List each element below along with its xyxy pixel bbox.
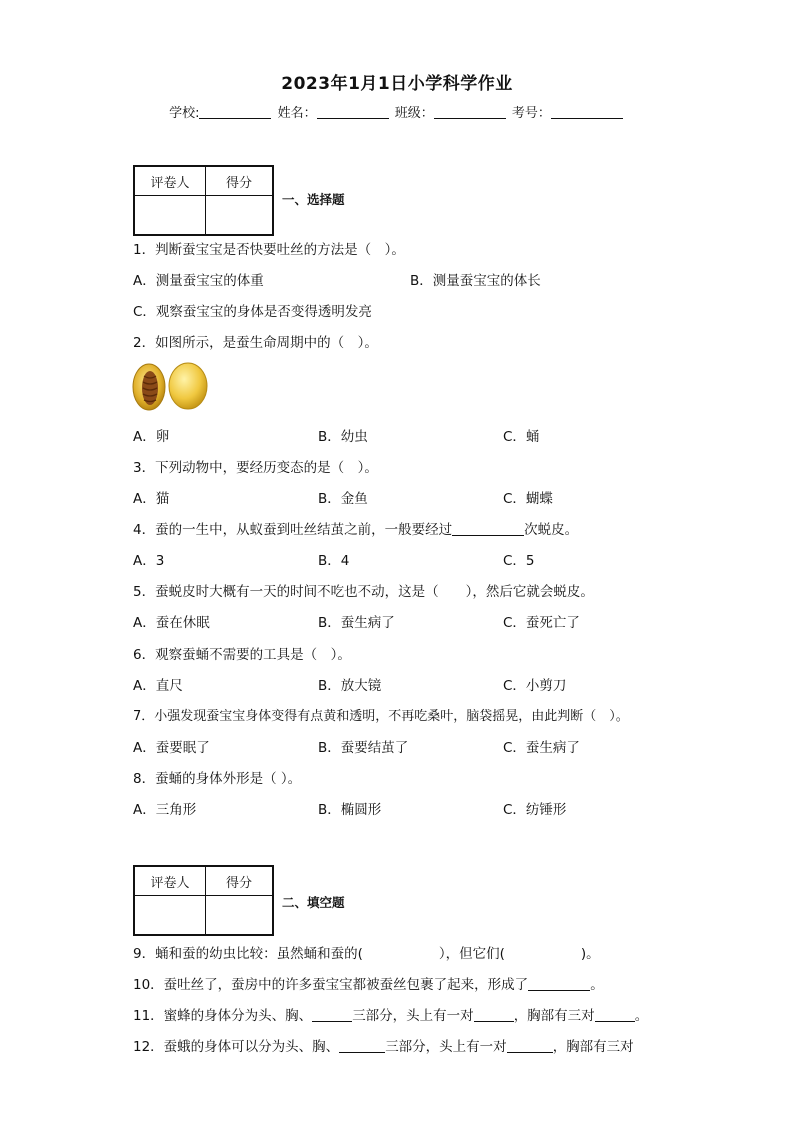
score-cell[interactable]: [206, 896, 274, 936]
q10-stem: [133, 973, 604, 993]
q10-blank[interactable]: [528, 977, 590, 991]
q12-text-2: 三部分，头上有一对: [385, 1039, 507, 1055]
q6-option-c: C．小剪刀: [503, 678, 567, 694]
class-label: 班级：: [394, 106, 434, 121]
score-header: 得分: [206, 166, 274, 196]
q5-option-c: C．蚕死亡了: [503, 615, 580, 631]
q4-option-a: A．3: [133, 553, 165, 569]
q11-text-2: 三部分，头上有一对: [352, 1008, 474, 1024]
q8-option-a: A．三角形: [133, 802, 197, 818]
q12-blank-1[interactable]: [339, 1039, 385, 1053]
q7-option-a: A．蚕要眠了: [133, 740, 210, 756]
q4-blank[interactable]: [452, 522, 524, 536]
q1-stem: 1．判断蚕宝宝是否快要吐丝的方法是（ ）。: [133, 242, 405, 258]
q12-text-3: ，胸部有三对: [552, 1039, 634, 1055]
q6-option-a: A．直尺: [133, 678, 183, 694]
q9-stem: [133, 942, 600, 962]
q7-option-b: B．蚕要结茧了: [318, 740, 409, 756]
q3-option-b: B．金鱼: [318, 491, 368, 507]
q1-option-a: A．测量蚕宝宝的体重: [133, 273, 264, 289]
q8-option-b: B．椭圆形: [318, 802, 382, 818]
q5-option-a: A．蚕在休眠: [133, 615, 210, 631]
q10-text-1: 10．蚕吐丝了，蚕房中的许多蚕宝宝都被蚕丝包裹了起来，形成了: [133, 977, 529, 993]
q11-text-1: 11．蜜蜂的身体分为头、胸、: [133, 1008, 313, 1024]
q4-stem-text-b: 次蜕皮。: [524, 522, 579, 538]
q4-option-b: B．4: [318, 553, 350, 569]
q1-option-c: C．观察蚕宝宝的身体是否变得透明发亮: [133, 304, 372, 320]
class-blank[interactable]: [434, 105, 506, 119]
name-label: 姓名：: [277, 106, 317, 121]
exam-number-label: 考号：: [511, 106, 551, 121]
q11-stem: [133, 1004, 648, 1024]
grader-cell[interactable]: [134, 196, 206, 236]
q11-text-4: 。: [634, 1008, 649, 1024]
q9-text-3: )。: [580, 946, 600, 962]
q7-stem: 7．小强发现蚕宝宝身体变得有点黄和透明，不再吃桑叶，脑袋摇晃，由此判断（ ）。: [133, 709, 629, 724]
q2-stem: 2．如图所示，是蚕生命周期中的（ ）。: [133, 335, 378, 351]
q2-option-a: A．卵: [133, 429, 170, 445]
score-table-section-2: [133, 865, 274, 936]
school-blank[interactable]: [199, 105, 271, 119]
score-header: 得分: [206, 866, 274, 896]
q8-stem: 8．蚕蛹的身体外形是（ ）。: [133, 771, 302, 787]
q2-option-b: B．幼虫: [318, 429, 368, 445]
q9-text-2: ），但它们(: [438, 946, 505, 962]
score-cell[interactable]: [206, 196, 274, 236]
q12-text-1: 12．蚕蛾的身体可以分为头、胸、: [133, 1039, 340, 1055]
student-info-line: [0, 102, 794, 121]
q11-blank-3[interactable]: [595, 1008, 635, 1022]
q11-blank-1[interactable]: [312, 1008, 352, 1022]
q4-stem-text-a: 4．蚕的一生中，从蚁蚕到吐丝结茧之前，一般要经过: [133, 522, 453, 538]
exam-number-blank[interactable]: [551, 105, 623, 119]
section-title-fill-blank: 二、填空题: [282, 895, 345, 910]
q3-option-c: C．蝴蝶: [503, 491, 553, 507]
q5-option-b: B．蚕生病了: [318, 615, 395, 631]
q6-stem: 6．观察蚕蛹不需要的工具是（ ）。: [133, 647, 351, 663]
q11-text-3: ，胸部有三对: [513, 1008, 595, 1024]
grader-cell[interactable]: [134, 896, 206, 936]
q2-option-c: C．蛹: [503, 429, 540, 445]
section-title-choice: 一、选择题: [282, 192, 345, 207]
q5-stem: 5．蚕蜕皮时大概有一天的时间不吃也不动，这是（ ），然后它就会蜕皮。: [133, 584, 594, 600]
q4-option-c: C．5: [503, 553, 535, 569]
q8-option-c: C．纺锤形: [503, 802, 567, 818]
q12-stem: [133, 1035, 634, 1055]
school-label: 学校:: [169, 106, 200, 121]
q4-stem: [133, 518, 578, 538]
name-blank[interactable]: [317, 105, 389, 119]
q3-option-a: A．猫: [133, 491, 170, 507]
silkworm-egg-image: [131, 362, 213, 412]
q10-text-2: 。: [590, 977, 604, 993]
q7-option-c: C．蚕生病了: [503, 740, 580, 756]
q1-option-b: B．测量蚕宝宝的体长: [410, 273, 541, 289]
q11-blank-2[interactable]: [474, 1008, 514, 1022]
q6-option-b: B．放大镜: [318, 678, 382, 694]
q3-stem: 3．下列动物中，要经历变态的是（ ）。: [133, 460, 378, 476]
page-title: 2023年1月1日小学科学作业: [281, 74, 513, 94]
score-table-section-1: [133, 165, 274, 236]
grader-header: 评卷人: [134, 866, 206, 896]
grader-header: 评卷人: [134, 166, 206, 196]
q9-text-1: 9．蛹和蚕的幼虫比较：虽然蛹和蚕的(: [133, 946, 363, 962]
q12-blank-2[interactable]: [507, 1039, 553, 1053]
